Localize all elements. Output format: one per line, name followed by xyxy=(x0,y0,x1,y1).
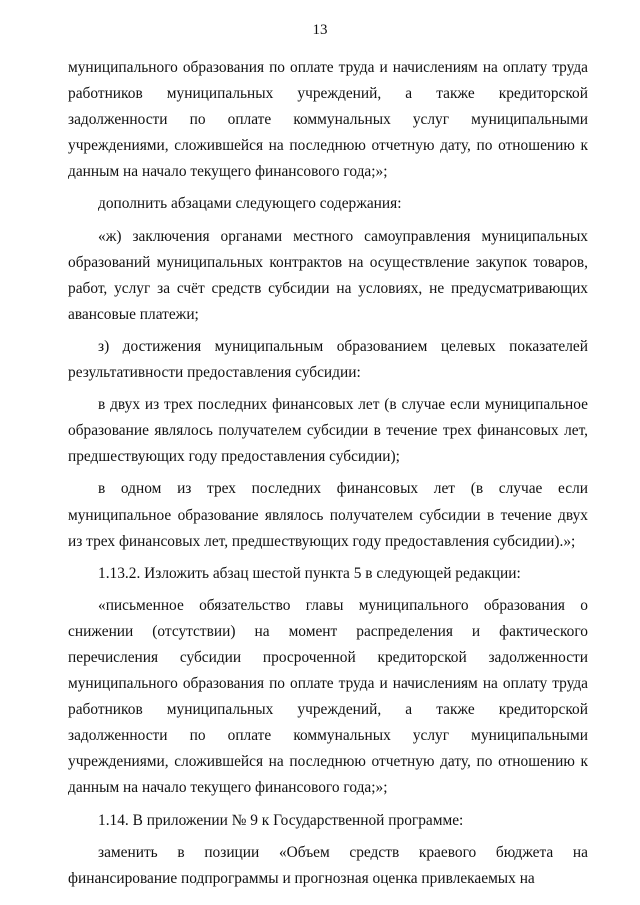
paragraph-add-intro: дополнить абзацами следующего содержания: xyxy=(98,195,402,213)
paragraph-item-zh: «ж) заключения органами местного самоуправления муниципальных образований муниципальных контрактов на осуществление закупок товаров, работ, услуг за счёт средств субсидии на условиях, не предусматривающих авансовые платежи; xyxy=(68,227,588,323)
paragraph-item-z: з) достижения муниципальным образованием целевых показателей результативности предоставления субсидии: xyxy=(68,337,588,382)
paragraph-written-obligation: «письменное обязательство главы муниципального образования о снижении (отсутствии) на момент распределения и фактического перечисления субсидии просроченной кредиторской задолженности муниципального образования по оплате труда и начислениям на оплату труда работников муниципальных учреждений, а также кредиторской задолженности по оплате коммунальных услуг муниципальными учреждениями, сложившейся на последнюю отчетную дату, по отношению к данным на начало текущего финансового года;»; xyxy=(68,596,588,797)
document-body xyxy=(68,55,588,898)
paragraph-one-of-three: в одном из трех последних финансовых лет (в случае если муниципальное образование являлось получателем субсидии в течение двух из трех финансовых лет, предшествующих году предоставления субсидии).»; xyxy=(68,480,588,550)
paragraph-1-14: 1.14. В приложении № 9 к Государственной программе: xyxy=(98,811,464,829)
paragraph-continuation: муниципального образования по оплате труда и начислениям на оплату труда работников муниципальных учреждений, а также кредиторской задолженности по оплате коммунальных услуг муниципальными учреждениями, сложившейся на последнюю отчетную дату, по отношению к данным на начало текущего финансового года;»; xyxy=(68,59,588,181)
page-number: 13 xyxy=(312,22,328,38)
paragraph-1-13-2: 1.13.2. Изложить абзац шестой пункта 5 в следующей редакции: xyxy=(98,564,521,582)
paragraph-two-of-three: в двух из трех последних финансовых лет (в случае если муниципальное образование являлось получателем субсидии в течение трех финансовых лет, предшествующих году предоставления субсидии); xyxy=(68,396,588,466)
paragraph-replace: заменить в позиции «Объем средств краевого бюджета на финансирование подпрограммы и прогнозная оценка привлекаемых на xyxy=(68,843,588,887)
